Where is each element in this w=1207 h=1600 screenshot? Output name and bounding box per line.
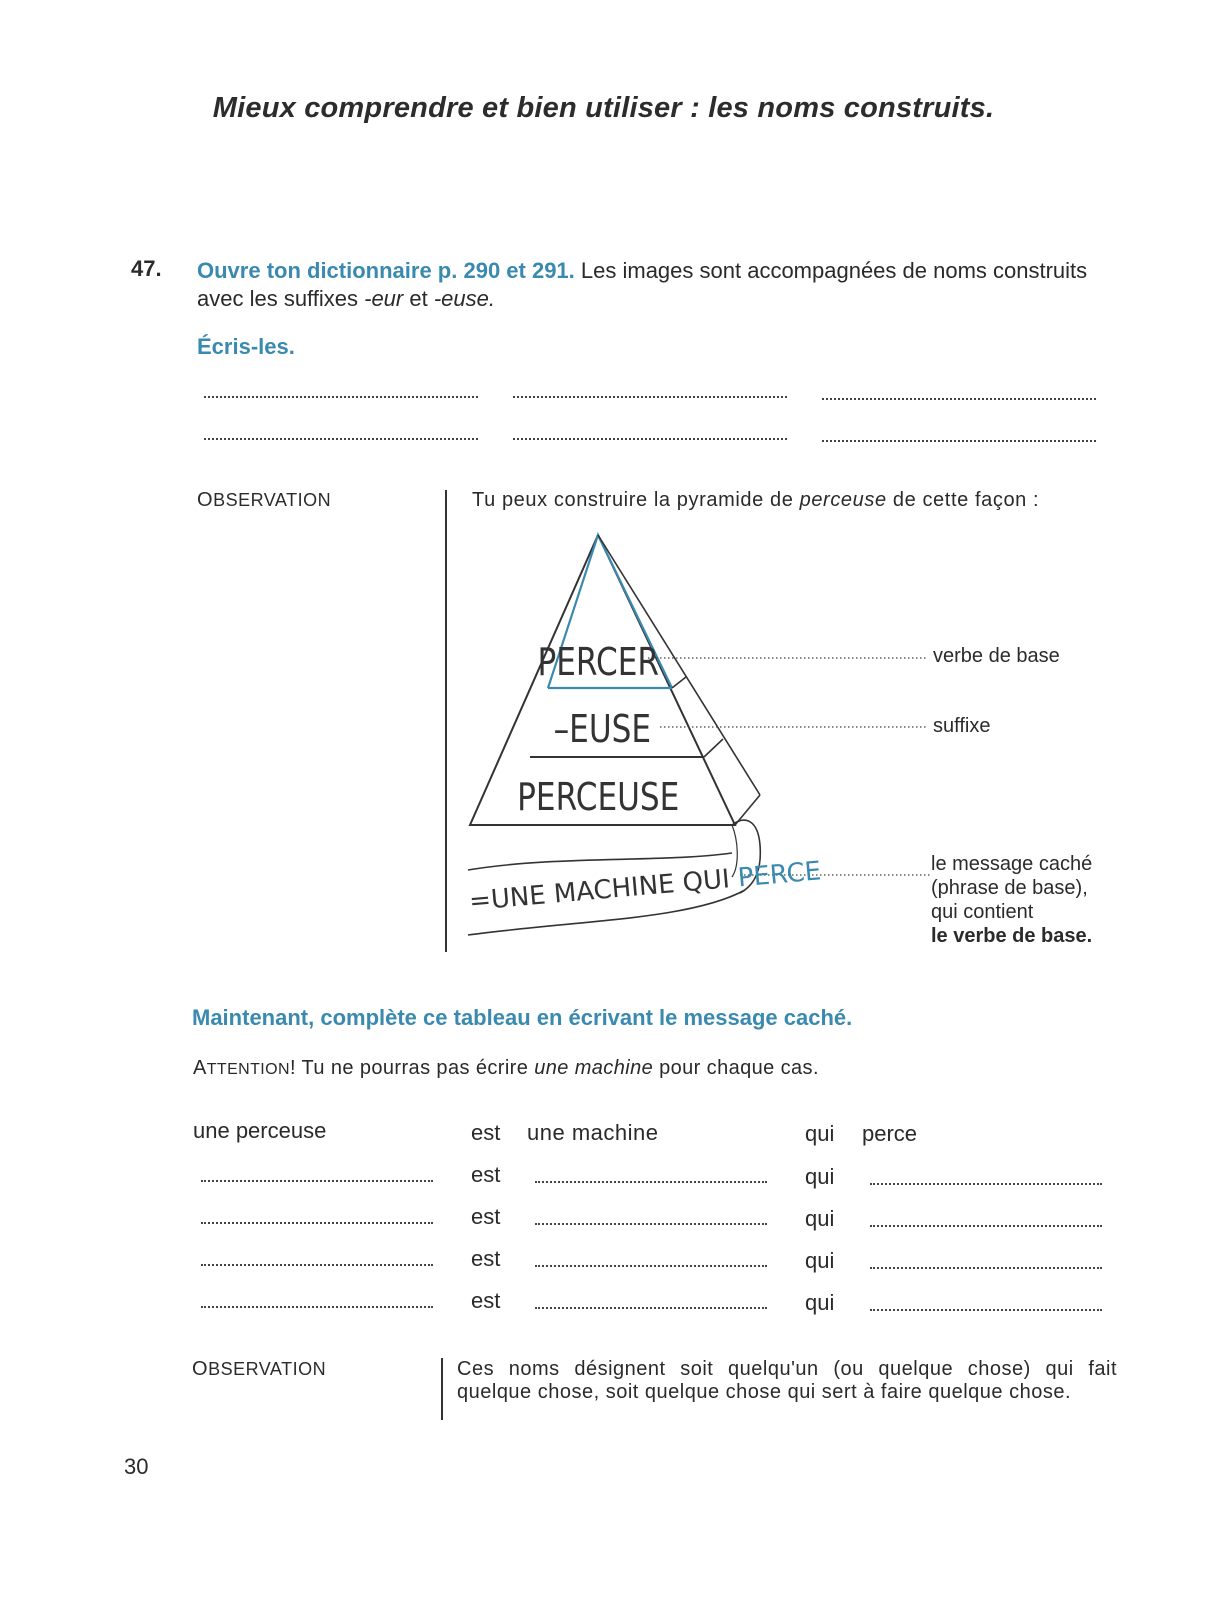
pyramid-ribbon-text: =UNE MACHINE QUI PERCE [467, 856, 823, 917]
pyramid-diagram [440, 525, 960, 955]
row-verb-field[interactable] [870, 1309, 1102, 1311]
row-noun-field[interactable] [201, 1264, 433, 1266]
row-est: est [471, 1204, 501, 1229]
page-title: Mieux comprendre et bien utiliser : les noms construits. [212, 92, 995, 124]
observation-label: OBSERVATION [197, 489, 332, 511]
row-qui: qui [805, 1248, 835, 1273]
observation-label-2: OBSERVATION [192, 1358, 327, 1380]
example-what: une machine [527, 1120, 659, 1145]
answer-line-3[interactable] [822, 398, 1096, 400]
row-qui: qui [805, 1206, 835, 1231]
example-qui: qui [805, 1121, 835, 1146]
page-number: 30 [124, 1454, 149, 1479]
observation-text-2: Ces noms désignent soit quelqu'un (ou quelque chose) qui fait quelque chose, soit quelque chose qui sert à faire quelque chose. [457, 1358, 1117, 1403]
exercise-instructions [197, 257, 1127, 313]
row-est: est [471, 1162, 501, 1187]
exercise-number: 47. [131, 256, 162, 281]
pyramid-bottom-word: PERCEUSE [517, 776, 680, 820]
row-what-field[interactable] [535, 1265, 767, 1267]
exercise-text-a: Les images sont accompagnées de noms construits avec les suffixes [197, 258, 1088, 311]
answer-line-2[interactable] [513, 396, 787, 398]
suffix-euse: -euse. [433, 286, 495, 311]
row-verb-field[interactable] [870, 1183, 1102, 1185]
exercise-lead: Ouvre ton dictionnaire p. 290 et 291. [197, 258, 575, 283]
example-verb: perce [862, 1121, 918, 1146]
exercise-text-b: et [403, 286, 434, 311]
suffix-eur: -eur [364, 286, 404, 311]
row-what-field[interactable] [535, 1223, 767, 1225]
example-est: est [471, 1120, 501, 1145]
row-est: est [471, 1288, 501, 1313]
legend-message: le message caché (phrase de base), qui contient le verbe de base. [931, 853, 1093, 947]
legend-suffix: suffixe [933, 715, 991, 737]
answer-line-6[interactable] [822, 440, 1096, 442]
row-verb-field[interactable] [870, 1225, 1102, 1227]
pyramid-middle-word: –EUSE [553, 708, 652, 752]
answer-line-1[interactable] [204, 396, 478, 398]
row-noun-field[interactable] [201, 1180, 433, 1182]
answer-line-5[interactable] [513, 438, 787, 440]
row-verb-field[interactable] [870, 1267, 1102, 1269]
pyramid-word: perceuse [799, 489, 887, 511]
row-what-field[interactable] [535, 1307, 767, 1309]
legend-verb: verbe de base [933, 645, 1060, 667]
row-qui: qui [805, 1164, 835, 1189]
pyramid-top-word: PERCER [537, 641, 660, 685]
row-noun-field[interactable] [201, 1306, 433, 1308]
exercise-instruction: Écris-les. [197, 334, 295, 359]
row-noun-field[interactable] [201, 1222, 433, 1224]
row-est: est [471, 1246, 501, 1271]
attention-note: ATTENTION! Tu ne pourras pas écrire une machine pour chaque cas. [193, 1057, 819, 1079]
row-qui: qui [805, 1290, 835, 1315]
row-what-field[interactable] [535, 1181, 767, 1183]
observation-divider-2 [441, 1358, 443, 1420]
answer-line-4[interactable] [204, 438, 478, 440]
section-title: Maintenant, complète ce tableau en écrivant le message caché. [192, 1005, 853, 1030]
example-noun: une perceuse [193, 1118, 327, 1143]
observation-intro: Tu peux construire la pyramide de perceuse de cette façon : [472, 489, 1040, 511]
